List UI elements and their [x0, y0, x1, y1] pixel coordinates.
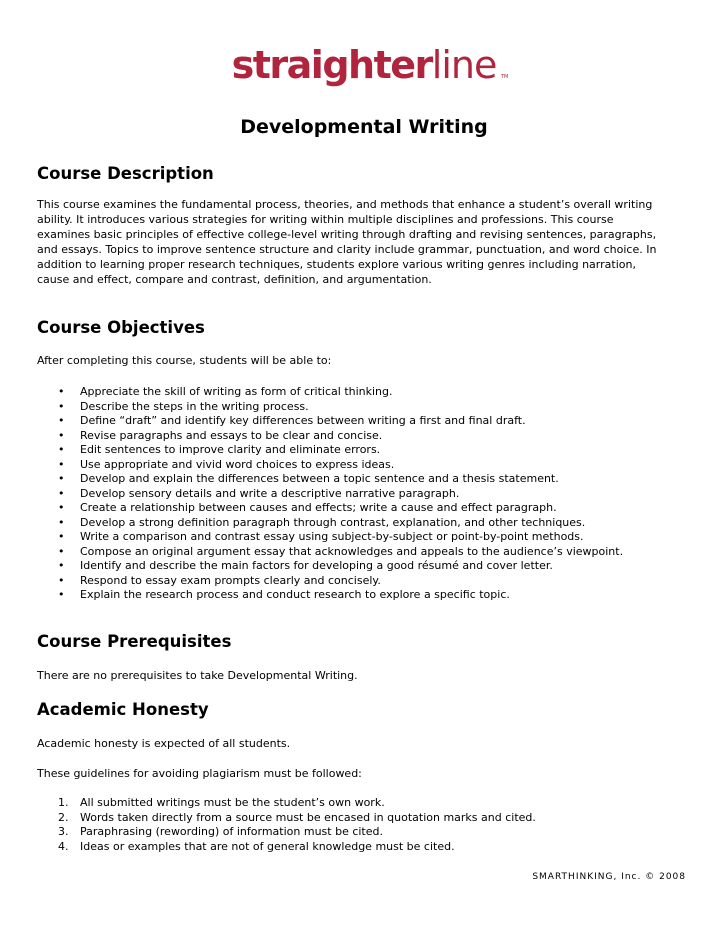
- objective-list-item: [37, 472, 657, 487]
- bullet-icon: •: [58, 501, 65, 514]
- objective-text: Explain the research process and conduct research to explore a specific topic.: [80, 588, 510, 601]
- bullet-icon: •: [58, 385, 65, 398]
- guideline-number: 3.: [58, 825, 69, 838]
- logo-text-light: line: [431, 43, 497, 87]
- objective-list-item: [37, 414, 657, 429]
- bullet-icon: •: [58, 443, 65, 456]
- document-title-text: Developmental Writing: [240, 116, 488, 138]
- objective-list-item: [37, 487, 657, 502]
- guideline-list-item: [37, 840, 657, 855]
- objective-text: Use appropriate and vivid word choices to express ideas.: [80, 457, 395, 471]
- bullet-icon: •: [58, 573, 65, 587]
- plagiarism-guidelines-intro: These guidelines for avoiding plagiarism must be followed:: [37, 767, 362, 780]
- bullet-icon: •: [58, 428, 65, 442]
- bullet-icon: •: [58, 588, 65, 601]
- course-objectives-heading: Course Objectives: [37, 318, 205, 337]
- copyright-footer: SMARTHINKING, Inc. © 2008: [532, 872, 686, 882]
- guideline-list-item: [37, 811, 657, 826]
- objectives-list: [37, 385, 657, 603]
- academic-honesty-body: Academic honesty is expected of all students.: [37, 737, 291, 750]
- objective-list-item: [37, 545, 657, 560]
- objective-text: Revise paragraphs and essays to be clear and concise.: [80, 428, 383, 442]
- objective-text: Develop a strong definition paragraph through contrast, explanation, and other techniques.: [80, 515, 586, 529]
- objective-list-item: [37, 530, 657, 545]
- guideline-text: Ideas or examples that are not of general knowledge must be cited.: [80, 839, 455, 853]
- plagiarism-guidelines-list: [37, 796, 657, 854]
- bullet-icon: •: [58, 399, 65, 413]
- guideline-number: 4.: [58, 839, 69, 853]
- bullet-icon: •: [58, 559, 65, 572]
- bullet-icon: •: [58, 544, 65, 558]
- objective-list-item: [37, 516, 657, 531]
- academic-honesty-heading: Academic Honesty: [37, 700, 209, 719]
- objective-list-item: [37, 443, 657, 458]
- logo-text-bold: straighter: [231, 43, 432, 87]
- bullet-icon: •: [58, 486, 65, 500]
- objective-text: Edit sentences to improve clarity and eliminate errors.: [80, 443, 381, 456]
- objective-list-item: [37, 429, 657, 444]
- objective-list-item: [37, 574, 657, 589]
- objective-list-item: [37, 385, 657, 400]
- course-description-body: This course examines the fundamental process, theories, and methods that enhance a student’s overall writing ability. It introduces various strategies for writing within multiple disciplines and professions. This course examines basic principles of effective college-level writing through drafting and revising sentences, paragraphs, and essays. Topics to improve sentence structure and clarity include grammar, punctuation, and word choice. In addition to learning proper research techniques, students explore various writing genres including narration, cause and effect, compare and contrast, definition, and argumentation.: [37, 198, 657, 286]
- objective-list-item: [37, 400, 657, 415]
- bullet-icon: •: [58, 414, 65, 427]
- objective-text: Respond to essay exam prompts clearly and concisely.: [80, 573, 381, 587]
- course-objectives-intro: After completing this course, students will be able to:: [37, 354, 332, 367]
- guideline-text: Words taken directly from a source must be encased in quotation marks and cited.: [80, 810, 536, 824]
- objective-list-item: [37, 458, 657, 473]
- objective-list-item: [37, 501, 657, 516]
- bullet-icon: •: [58, 457, 65, 471]
- guideline-list-item: [37, 796, 657, 811]
- objective-text: Develop sensory details and write a descriptive narrative paragraph.: [80, 486, 460, 500]
- bullet-icon: •: [58, 530, 65, 543]
- guideline-text: All submitted writings must be the student’s own work.: [80, 796, 385, 809]
- logo-trademark: TM: [500, 74, 509, 80]
- bullet-icon: •: [58, 515, 65, 529]
- guideline-number: 1.: [58, 796, 69, 809]
- objective-text: Appreciate the skill of writing as form of critical thinking.: [80, 385, 393, 398]
- objective-list-item: [37, 588, 657, 603]
- objective-text: Create a relationship between causes and effects; write a cause and effect paragraph.: [80, 501, 557, 514]
- guideline-number: 2.: [58, 810, 69, 824]
- bullet-icon: •: [58, 472, 65, 485]
- document-title: [0, 116, 728, 138]
- objective-text: Identify and describe the main factors for developing a good résumé and cover letter.: [80, 559, 553, 572]
- guideline-text: Paraphrasing (rewording) of information must be cited.: [80, 825, 383, 838]
- guideline-list-item: [37, 825, 657, 840]
- course-prerequisites-heading: Course Prerequisites: [37, 632, 232, 651]
- objective-text: Compose an original argument essay that acknowledges and appeals to the audience’s viewpoint.: [80, 544, 624, 558]
- course-description-heading: Course Description: [37, 164, 214, 183]
- objective-text: Define “draft” and identify key differences between writing a first and final draft.: [80, 414, 526, 427]
- objective-list-item: [37, 559, 657, 574]
- objective-text: Develop and explain the differences between a topic sentence and a thesis statement.: [80, 472, 559, 485]
- course-prerequisites-body: There are no prerequisites to take Developmental Writing.: [37, 669, 358, 682]
- objective-text: Write a comparison and contrast essay using subject-by-subject or point-by-point methods.: [80, 530, 584, 543]
- objective-text: Describe the steps in the writing process.: [80, 399, 309, 413]
- straighterline-logo: [0, 42, 728, 88]
